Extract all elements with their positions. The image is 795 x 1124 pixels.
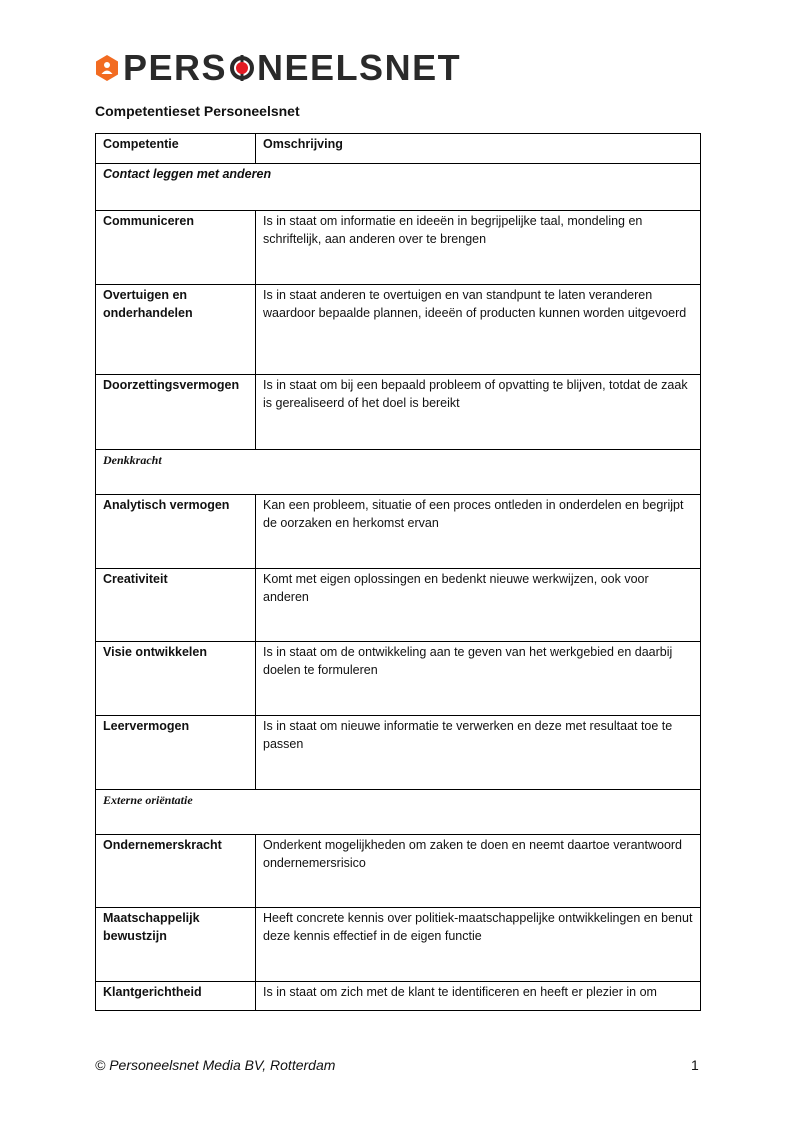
table-header-row (96, 134, 701, 164)
target-o-icon (229, 55, 255, 81)
competence-description: Komt met eigen oplossingen en bedenkt nieuwe werkwijzen, ook voor anderen (256, 569, 701, 642)
logo-wordmark (123, 47, 462, 88)
header-competentie: Competentie (96, 134, 256, 164)
table-row (96, 908, 701, 982)
competence-description: Kan een probleem, situatie of een proces ontleden in onderdelen en begrijpt de oorzaken en herkomst ervan (256, 495, 701, 569)
competence-description: Is in staat om zich met de klant te identificeren en heeft er plezier in om (256, 982, 701, 1011)
table-row (96, 495, 701, 569)
competence-name: Ondernemerskracht (96, 835, 256, 908)
logo-text-left: PERS (123, 47, 228, 88)
competence-description: Is in staat om nieuwe informatie te verwerken en deze met resultaat toe te passen (256, 716, 701, 790)
competence-description: Is in staat om informatie en ideeën in begrijpelijke taal, mondeling en schriftelijk, aan anderen over te brengen (256, 211, 701, 285)
competence-name: Doorzettingsvermogen (96, 375, 256, 450)
logo-text-right: NEELSNET (257, 47, 462, 88)
table-row (96, 375, 701, 450)
section-row (96, 450, 701, 495)
table-row (96, 716, 701, 790)
footer-copyright: © Personeelsnet Media BV, Rotterdam (95, 1057, 336, 1073)
competence-name: Klantgerichtheid (96, 982, 256, 1011)
table-row (96, 285, 701, 375)
table-row (96, 982, 701, 1011)
header-omschrijving: Omschrijving (256, 134, 701, 164)
competence-description: Is in staat anderen te overtuigen en van standpunt te laten veranderen waardoor bepaalde plannen, ideeën of producten kunnen worden uitgevoerd (256, 285, 701, 375)
competence-name: Visie ontwikkelen (96, 642, 256, 716)
competence-description: Is in staat om de ontwikkeling aan te geven van het werkgebied en daarbij doelen te formuleren (256, 642, 701, 716)
page-number: 1 (691, 1057, 699, 1073)
section-label: Contact leggen met anderen (96, 164, 701, 211)
competence-name: Overtuigen en onderhandelen (96, 285, 256, 375)
hexagon-person-icon (95, 54, 119, 82)
personeelsnet-logo (95, 47, 462, 88)
competence-description: Onderkent mogelijkheden om zaken te doen en neemt daartoe verantwoord ondernemersrisico (256, 835, 701, 908)
competence-name: Analytisch vermogen (96, 495, 256, 569)
competence-name: Maatschappelijk bewustzijn (96, 908, 256, 982)
section-label: Denkkracht (96, 450, 701, 495)
document-title: Competentieset Personeelsnet (95, 103, 300, 119)
section-row (96, 164, 701, 211)
competence-description: Heeft concrete kennis over politiek-maatschappelijke ontwikkelingen en benut deze kennis effectief in de eigen functie (256, 908, 701, 982)
competence-table (95, 133, 701, 1011)
competence-name: Creativiteit (96, 569, 256, 642)
section-row (96, 790, 701, 835)
table-row (96, 642, 701, 716)
table-row (96, 211, 701, 285)
table-row (96, 835, 701, 908)
competence-name: Communiceren (96, 211, 256, 285)
table-row (96, 569, 701, 642)
competence-name: Leervermogen (96, 716, 256, 790)
competence-description: Is in staat om bij een bepaald probleem of opvatting te blijven, totdat de zaak is gerealiseerd of het doel is bereikt (256, 375, 701, 450)
section-label: Externe oriëntatie (96, 790, 701, 835)
